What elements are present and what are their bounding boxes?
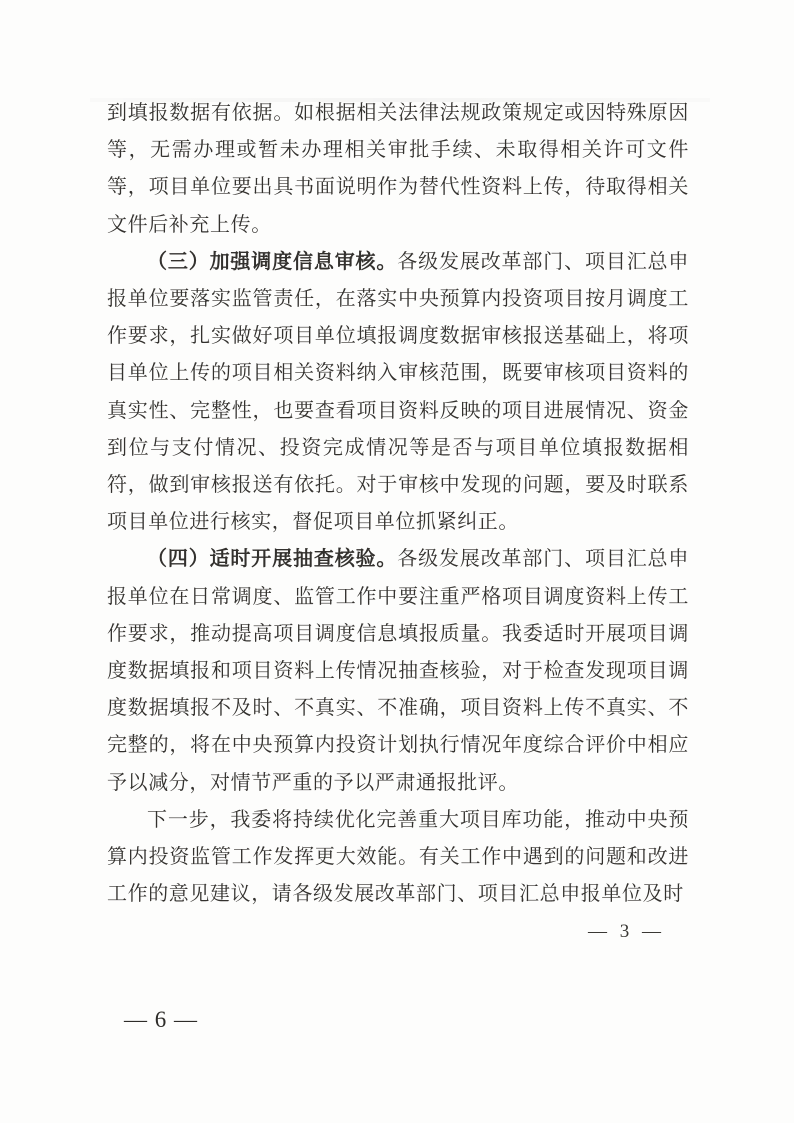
paragraph-text: 下一步，我委将持续优化完善重大项目库功能，推动中央预算内投资监管工作发挥更大效能。有关工作中遇到的问题和改进工作的意见建议，请各级发展改革部门、项目汇总申报单位及时 bbox=[107, 808, 689, 906]
paragraph-continuation bbox=[107, 95, 689, 244]
section-4-heading: （四）适时开展抽查核验。 bbox=[147, 548, 398, 571]
page-number-inner: — 3 — bbox=[588, 921, 662, 942]
paragraph-closing bbox=[107, 802, 689, 914]
paragraph-text: 到填报数据有依据。如根据相关法律法规政策规定或因特殊原因等，无需办理或暂未办理相关审批手续、未取得相关许可文件等，项目单位要出具书面说明作为替代性资料上传，待取得相关文件后补充上传。 bbox=[107, 102, 689, 236]
paragraph-section-3 bbox=[107, 244, 689, 542]
paragraph-text: 各级发展改革部门、项目汇总申报单位在日常调度、监管工作中要注重严格项目调度资料上传工作要求，推动提高项目调度信息填报质量。我委适时开展项目调度数据填报和项目资料上传情况抽查核验，对于检查发现项目调度数据填报不及时、不真实、不准确，项目资料上传不真实、不完整的，将在中央预算内投资计划执行情况年度综合评价中相应予以减分，对情节严重的予以严肃通报批评。 bbox=[107, 548, 690, 794]
page-number-outer: — 6 — bbox=[124, 1007, 197, 1032]
section-3-heading: （三）加强调度信息审核。 bbox=[147, 250, 398, 273]
text-block bbox=[107, 95, 689, 913]
paragraph-section-4 bbox=[107, 541, 689, 801]
paragraph-text: 各级发展改革部门、项目汇总申报单位要落实监管责任，在落实中央预算内投资项目按月调度工作要求，扎实做好项目单位填报调度数据审核报送基础上，将项目单位上传的项目相关资料纳入审核范围，既要审核项目资料的真实性、完整性，也要查看项目资料反映的项目进展情况、资金到位与支付情况、投资完成情况等是否与项目单位填报数据相符，做到审核报送有依托。对于审核中发现的问题，要及时联系项目单位进行核实，督促项目单位抓紧纠正。 bbox=[107, 250, 690, 534]
